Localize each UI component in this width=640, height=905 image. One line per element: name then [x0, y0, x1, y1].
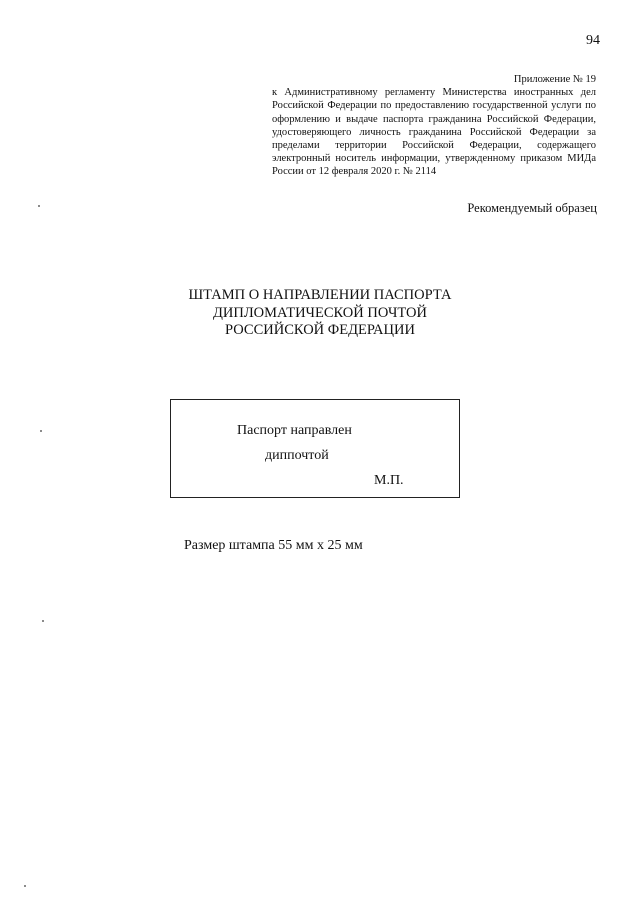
sample-label: Рекомендуемый образец	[467, 201, 597, 215]
document-heading	[150, 287, 490, 340]
stamp-text-line-1: Паспорт направлен	[237, 423, 352, 438]
appendix-block	[272, 73, 596, 179]
scan-speck	[42, 620, 44, 622]
scan-speck	[40, 430, 42, 432]
scan-speck	[24, 885, 26, 887]
stamp-size-note: Размер штампа 55 мм х 25 мм	[184, 538, 363, 553]
heading-line-3: РОССИЙСКОЙ ФЕДЕРАЦИИ	[225, 322, 415, 338]
scan-speck	[38, 205, 40, 207]
appendix-title: Приложение № 19	[513, 74, 596, 85]
appendix-text: к Административному регламенту Министерства иностранных дел Российской Федерации по предоставлению государственной услуги по оформлению и выдаче паспорта гражданина Российской Федерации, удостоверяющего личность гражданина Российской Федерации за пределами территории Российской Федерации, содержащего электронный носитель информации, утвержденному приказом МИДа России от 12 февраля 2020 г. № 2114	[272, 87, 596, 178]
stamp-frame	[170, 399, 460, 498]
stamp-seal-place: М.П.	[374, 473, 404, 488]
stamp-text-line-2: диппочтой	[265, 448, 329, 463]
heading-line-1: ШТАМП О НАПРАВЛЕНИИ ПАСПОРТА	[188, 287, 452, 303]
heading-line-2: ДИПЛОМАТИЧЕСКОЙ ПОЧТОЙ	[212, 304, 427, 321]
page-number: 94	[586, 33, 600, 48]
